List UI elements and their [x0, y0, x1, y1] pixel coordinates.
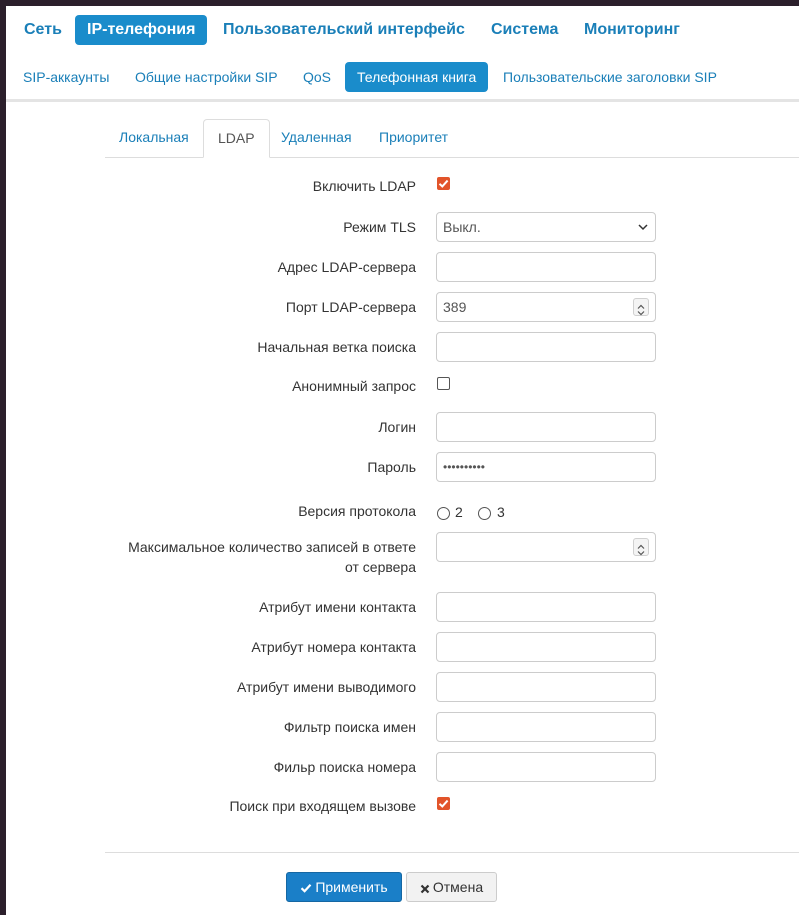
server-port-label: Порт LDAP-сервера: [285, 299, 416, 315]
cancel-button-label: Отмена: [432, 879, 484, 895]
cancel-button[interactable]: [406, 872, 497, 902]
subnav-sip-settings[interactable]: Общие настройки SIP: [135, 69, 278, 85]
login-input[interactable]: [436, 412, 656, 442]
spinner-arrows-icon: [634, 302, 648, 318]
top-nav: [6, 12, 799, 46]
tls-mode-select[interactable]: [436, 212, 656, 242]
tab-ldap[interactable]: LDAP: [203, 119, 270, 158]
server-port-input[interactable]: [436, 292, 656, 322]
password-label: Пароль: [367, 459, 416, 475]
page: [6, 6, 799, 915]
enable-ldap-label: Включить LDAP: [312, 178, 416, 194]
chevron-down-icon: [638, 222, 648, 232]
search-base-label: Начальная ветка поиска: [257, 339, 416, 355]
name-filter-label: Фильтр поиска имен: [283, 719, 416, 735]
protocol-v3-label: 3: [497, 504, 505, 520]
display-name-attr-input[interactable]: [436, 672, 656, 702]
apply-button[interactable]: [286, 872, 402, 902]
contact-name-attr-label: Атрибут имени контакта: [259, 599, 416, 615]
server-address-input[interactable]: [436, 252, 656, 282]
contact-name-attr-input[interactable]: [436, 592, 656, 622]
nav-system[interactable]: Система: [491, 21, 559, 38]
check-icon: [300, 882, 312, 894]
port-spinner[interactable]: [633, 298, 649, 316]
nav-divider: [6, 99, 799, 102]
login-label: Логин: [378, 419, 416, 435]
subnav-phonebook[interactable]: Телефонная книга: [345, 62, 488, 92]
anonymous-label: Анонимный запрос: [292, 378, 416, 394]
form-footer-divider: [105, 852, 799, 853]
server-port-value: 389: [443, 299, 467, 315]
max-records-spinner[interactable]: [633, 538, 649, 556]
protocol-v2-label: 2: [455, 504, 463, 520]
tab-remote[interactable]: Удаленная: [281, 129, 352, 145]
tls-mode-label: Режим TLS: [343, 219, 416, 235]
protocol-v2-radio[interactable]: [437, 507, 450, 520]
tab-priority[interactable]: Приоритет: [379, 129, 449, 145]
phonebook-tabs: [105, 119, 799, 158]
search-base-input[interactable]: [436, 332, 656, 362]
contact-number-attr-label: Атрибут номера контакта: [251, 639, 416, 655]
nav-ip-telephony[interactable]: IP-телефония: [75, 15, 207, 45]
password-input[interactable]: ••••••••••: [436, 452, 656, 482]
nav-monitoring[interactable]: Мониторинг: [584, 21, 680, 38]
tls-mode-value: Выкл.: [443, 219, 481, 235]
protocol-version-label: Версия протокола: [298, 503, 416, 519]
protocol-v3-radio[interactable]: [478, 507, 491, 520]
enable-ldap-checkbox[interactable]: [437, 177, 450, 190]
checkmark-icon: [437, 797, 450, 810]
nav-network[interactable]: Сеть: [24, 21, 62, 38]
anonymous-checkbox[interactable]: [437, 377, 450, 390]
number-filter-input[interactable]: [436, 752, 656, 782]
apply-button-label: Применить: [315, 879, 388, 895]
tab-local[interactable]: Локальная: [119, 129, 189, 145]
nav-user-interface[interactable]: Пользовательский интерфейс: [223, 21, 465, 38]
name-filter-input[interactable]: [436, 712, 656, 742]
max-records-input[interactable]: [436, 532, 656, 562]
display-name-attr-label: Атрибут имени выводимого: [237, 679, 416, 695]
server-address-label: Адрес LDAP-сервера: [277, 259, 416, 275]
subnav-sip-accounts[interactable]: SIP-аккаунты: [23, 69, 110, 85]
spinner-arrows-icon: [634, 542, 648, 558]
incoming-search-label: Поиск при входящем вызове: [229, 798, 416, 814]
number-filter-label: Фильр поиска номера: [273, 759, 416, 775]
subnav-sip-headers[interactable]: Пользовательские заголовки SIP: [503, 69, 717, 85]
subnav-qos[interactable]: QoS: [303, 69, 332, 85]
close-icon: [420, 884, 430, 894]
contact-number-attr-input[interactable]: [436, 632, 656, 662]
incoming-search-checkbox[interactable]: [437, 797, 450, 810]
sub-nav: [6, 62, 799, 96]
max-records-label: Максимальное количество записей в ответе от сервера: [128, 539, 416, 575]
checkmark-icon: [437, 177, 450, 190]
